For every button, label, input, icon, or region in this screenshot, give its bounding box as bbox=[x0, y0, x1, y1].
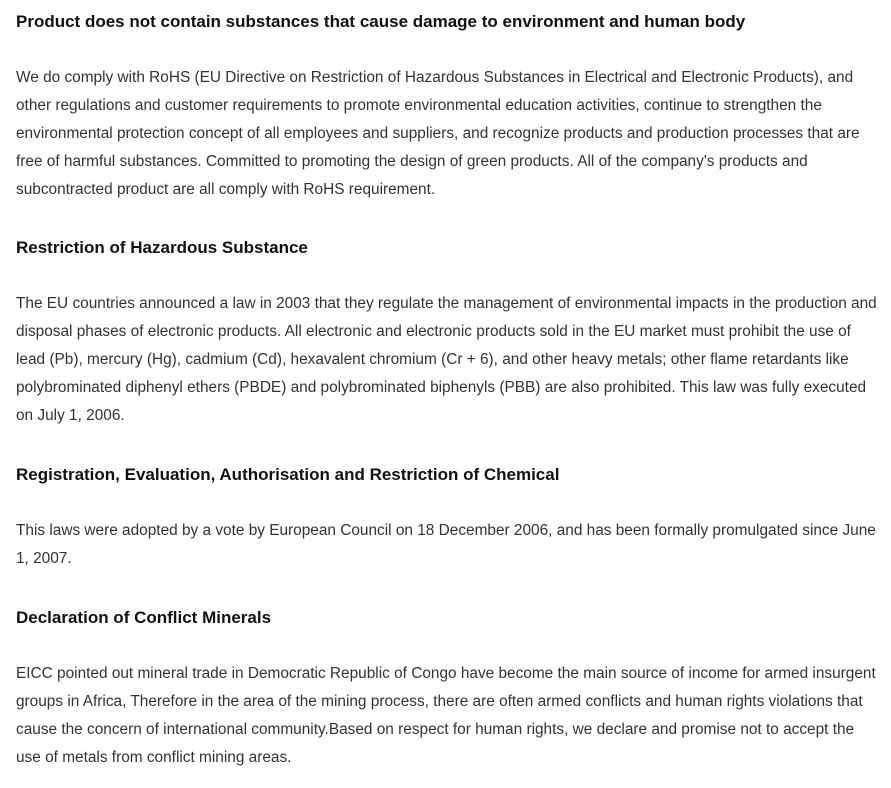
section-heading-environmental-substances: Product does not contain substances that cause damage to environment and human body bbox=[16, 12, 746, 31]
section-body-reach: This laws were adopted by a vote by European Council on 18 December 2006, and has been formally promulgated since June 1, 2007. bbox=[16, 522, 876, 567]
section-environmental-substances bbox=[16, 10, 879, 204]
section-rohs bbox=[16, 236, 879, 430]
section-body-environmental-substances: We do comply with RoHS (EU Directive on Restriction of Hazardous Substances in Electrical and Electronic Products), and other regulations and customer requirements to promote environmental education activities, continue to strengthen the environmental protection concept of all employees and suppliers, and recognize products and production processes that are free of harmful substances. Committed to promoting the design of green products. All of the company's products and subcontracted product are all comply with RoHS requirement. bbox=[16, 69, 860, 198]
document-page bbox=[0, 10, 891, 788]
section-reach bbox=[16, 463, 879, 573]
section-heading-rohs: Restriction of Hazardous Substance bbox=[16, 238, 308, 257]
section-heading-conflict-minerals: Declaration of Conflict Minerals bbox=[16, 608, 272, 627]
section-body-rohs: The EU countries announced a law in 2003 that they regulate the management of environmental impacts in the production and disposal phases of electronic products. All electronic and electronic products sold in the EU market must prohibit the use of lead (Pb), mercury (Hg), cadmium (Cd), hexavalent chromium (Cr + 6), and other heavy metals; other flame retardants like polybrominated diphenyl ethers (PBDE) and polybrominated biphenyls (PBB) are also prohibited. This law was fully executed on July 1, 2006. bbox=[16, 295, 877, 424]
section-heading-reach: Registration, Evaluation, Authorisation and Restriction of Chemical bbox=[16, 465, 560, 484]
section-body-conflict-minerals: EICC pointed out mineral trade in Democratic Republic of Congo have become the main source of income for armed insurgent groups in Africa, Therefore in the area of the mining process, there are often armed conflicts and human rights violations that cause the concern of international community.Based on respect for human rights, we declare and promise not to accept the use of metals from conflict mining areas. bbox=[16, 665, 876, 766]
section-conflict-minerals bbox=[16, 606, 879, 772]
